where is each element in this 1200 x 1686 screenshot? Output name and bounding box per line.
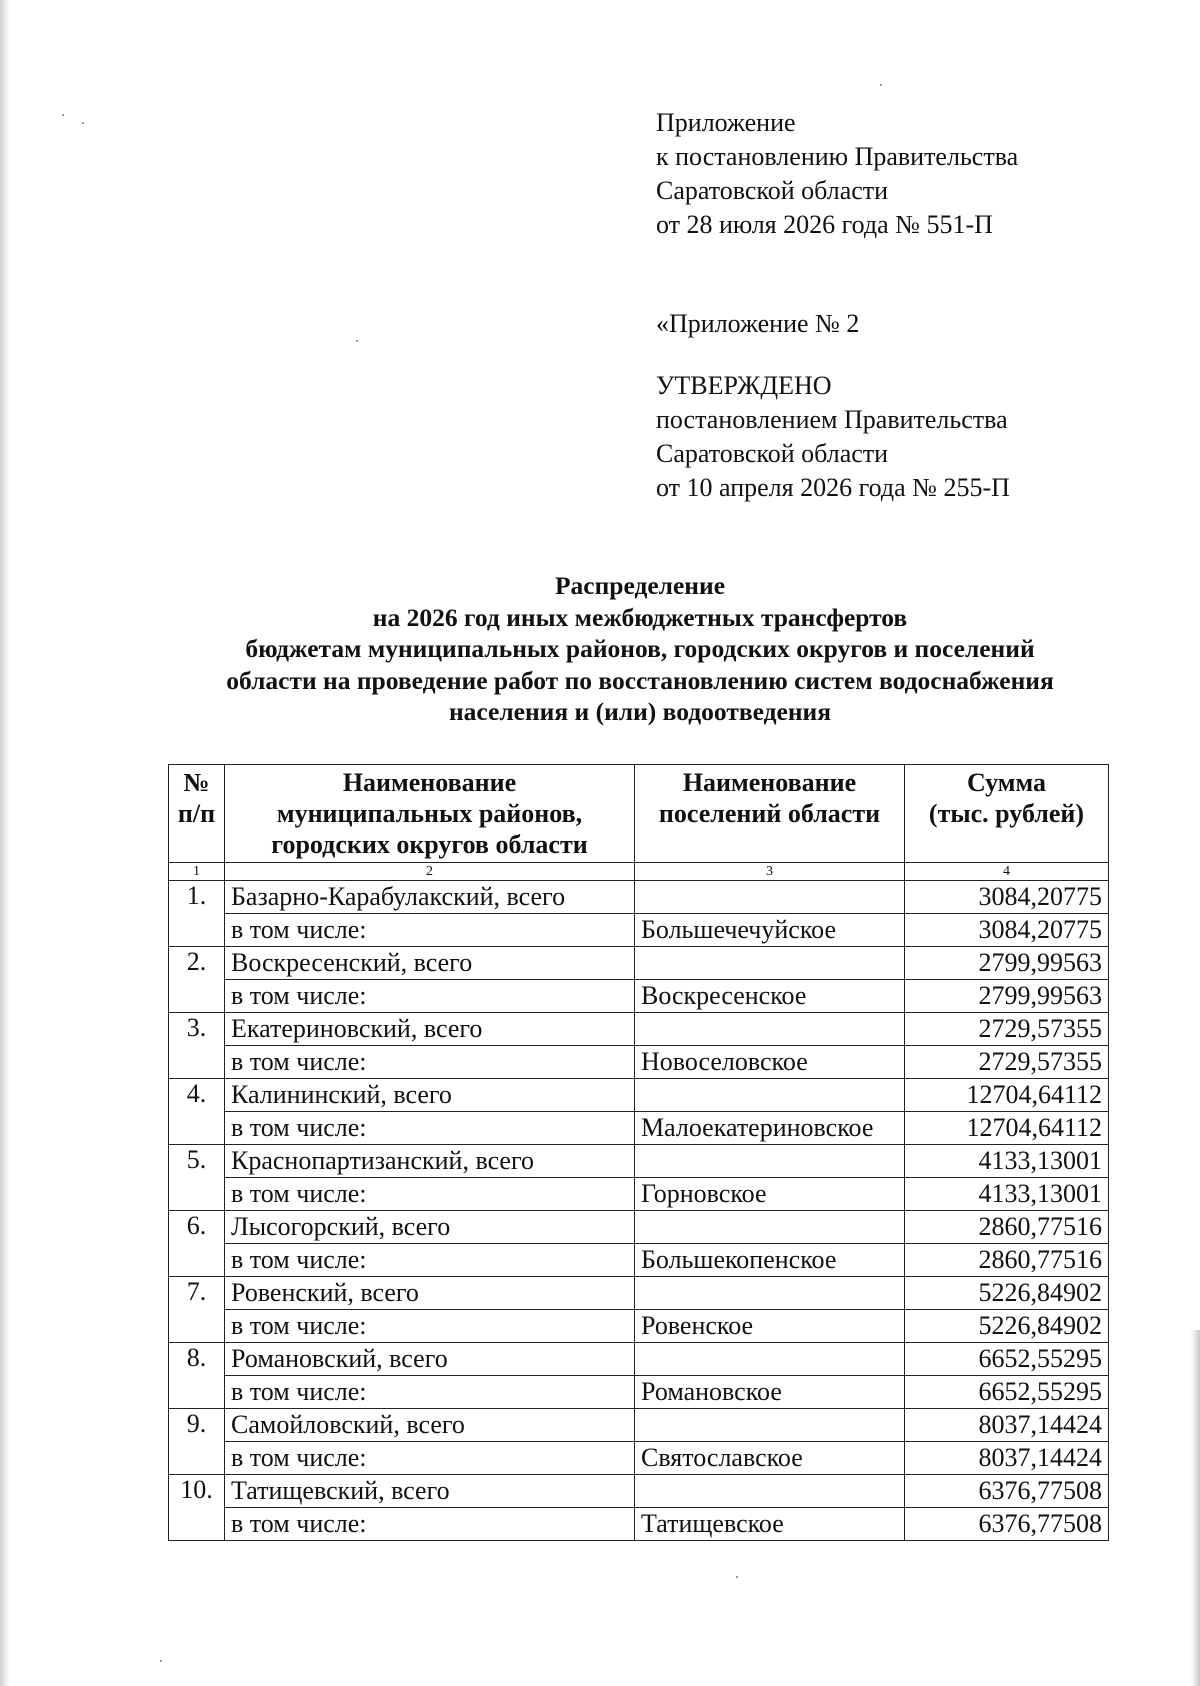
- in-total-label: в том числе:: [225, 1442, 635, 1475]
- in-total-label: в том числе:: [225, 1178, 635, 1211]
- scan-edge-right: [1190, 1330, 1200, 1686]
- row-number: 5.: [169, 1145, 225, 1211]
- settlement-name: Горновское: [635, 1178, 905, 1211]
- settlement-empty: [635, 1277, 905, 1310]
- scan-edge-left: [0, 0, 10, 1686]
- settlement-amount: 4133,13001: [905, 1178, 1109, 1211]
- district-total: 12704,64112: [905, 1079, 1109, 1112]
- table-row: [169, 1145, 1109, 1178]
- approval-line: постановлением Правительства: [656, 405, 1008, 434]
- header-settlement: Наименование поселений области: [635, 765, 905, 863]
- in-total-label: в том числе:: [225, 1046, 635, 1079]
- settlement-empty: [635, 1211, 905, 1244]
- in-total-label: в том числе:: [225, 1244, 635, 1277]
- table-row: [169, 1442, 1109, 1475]
- in-total-label: в том числе:: [225, 1310, 635, 1343]
- header-amount: Сумма (тыс. рублей): [905, 765, 1109, 863]
- district-total: 5226,84902: [905, 1277, 1109, 1310]
- district-total: 2799,99563: [905, 947, 1109, 980]
- settlement-empty: [635, 1475, 905, 1508]
- district-total: 6652,55295: [905, 1343, 1109, 1376]
- settlement-amount: 2860,77516: [905, 1244, 1109, 1277]
- settlement-amount: 3084,20775: [905, 914, 1109, 947]
- district-name: Ровенский, всего: [225, 1277, 635, 1310]
- district-name: Екатериновский, всего: [225, 1013, 635, 1046]
- row-number: 9.: [169, 1409, 225, 1475]
- settlement-name: Ровенское: [635, 1310, 905, 1343]
- table-header-row: [169, 765, 1109, 863]
- appendix-header: [656, 106, 1018, 242]
- district-total: 2729,57355: [905, 1013, 1109, 1046]
- table-row: [169, 881, 1109, 914]
- table-row: [169, 1046, 1109, 1079]
- title-line: населения и (или) водоотведения: [448, 697, 832, 726]
- settlement-empty: [635, 947, 905, 980]
- settlement-empty: [635, 881, 905, 914]
- appendix-number: «Приложение № 2: [656, 309, 860, 338]
- in-total-label: в том числе:: [225, 914, 635, 947]
- table-row: [169, 1376, 1109, 1409]
- column-number: 3: [635, 863, 905, 881]
- title-line: области на проведение работ по восстановлению систем водоснабжения: [226, 665, 1054, 695]
- table-row: [169, 1244, 1109, 1277]
- scan-speck: [880, 84, 882, 86]
- district-name: Романовский, всего: [225, 1343, 635, 1376]
- document-title: [140, 570, 1140, 728]
- table-row: [169, 1508, 1109, 1541]
- header-line: Саратовской области: [656, 176, 889, 205]
- table-body: [169, 881, 1109, 1541]
- settlement-name: Новоселовское: [635, 1046, 905, 1079]
- header-district: Наименование муниципальных районов, городских округов области: [225, 765, 635, 863]
- header-line: от 28 июля 2026 года № 551-П: [656, 210, 993, 239]
- settlement-amount: 8037,14424: [905, 1442, 1109, 1475]
- settlement-amount: 6652,55295: [905, 1376, 1109, 1409]
- settlement-empty: [635, 1343, 905, 1376]
- table-row: [169, 1211, 1109, 1244]
- table-row: [169, 980, 1109, 1013]
- settlement-name: Большечечуйское: [635, 914, 905, 947]
- settlement-amount: 5226,84902: [905, 1310, 1109, 1343]
- district-name: Базарно-Карабулакский, всего: [225, 881, 635, 914]
- settlement-amount: 6376,77508: [905, 1508, 1109, 1541]
- distribution-table: [168, 764, 1109, 1541]
- header-number: № п/п: [169, 765, 225, 863]
- table-row: [169, 1277, 1109, 1310]
- column-number: 2: [225, 863, 635, 881]
- title-line: бюджетам муниципальных районов, городских округов и поселений: [245, 634, 1035, 663]
- settlement-empty: [635, 1079, 905, 1112]
- row-number: 6.: [169, 1211, 225, 1277]
- settlement-name: Воскресенское: [635, 980, 905, 1013]
- district-total: 2860,77516: [905, 1211, 1109, 1244]
- header-line: Приложение: [656, 108, 796, 137]
- column-number: 4: [905, 863, 1109, 881]
- settlement-amount: 12704,64112: [905, 1112, 1109, 1145]
- district-name: Краснопартизанский, всего: [225, 1145, 635, 1178]
- scan-speck: [356, 340, 358, 342]
- row-number: 7.: [169, 1277, 225, 1343]
- table-row: [169, 947, 1109, 980]
- table-row: [169, 914, 1109, 947]
- district-name: Лысогорский, всего: [225, 1211, 635, 1244]
- settlement-name: Татищевское: [635, 1508, 905, 1541]
- settlement-name: Святославское: [635, 1442, 905, 1475]
- row-number: 2.: [169, 947, 225, 1013]
- table-row: [169, 1310, 1109, 1343]
- in-total-label: в том числе:: [225, 1112, 635, 1145]
- scan-speck: [82, 122, 84, 124]
- title-line: на 2026 год иных межбюджетных трансфертов: [372, 602, 908, 632]
- settlement-name: Малоекатериновское: [635, 1112, 905, 1145]
- district-name: Самойловский, всего: [225, 1409, 635, 1442]
- district-total: 8037,14424: [905, 1409, 1109, 1442]
- approval-block: [656, 307, 1010, 505]
- district-name: Калининский, всего: [225, 1079, 635, 1112]
- table-row: [169, 1409, 1109, 1442]
- table-row: [169, 1013, 1109, 1046]
- approval-line: от 10 апреля 2026 года № 255-П: [656, 473, 1010, 502]
- table-row: [169, 1112, 1109, 1145]
- settlement-name: Большекопенское: [635, 1244, 905, 1277]
- settlement-name: Романовское: [635, 1376, 905, 1409]
- table-row: [169, 1475, 1109, 1508]
- in-total-label: в том числе:: [225, 1508, 635, 1541]
- title-line: Распределение: [554, 571, 726, 600]
- scan-speck: [736, 1576, 738, 1578]
- row-number: 10.: [169, 1475, 225, 1541]
- scan-speck: [62, 114, 64, 116]
- district-name: Воскресенский, всего: [225, 947, 635, 980]
- approval-line: УТВЕРЖДЕНО: [656, 371, 832, 400]
- settlement-amount: 2799,99563: [905, 980, 1109, 1013]
- settlement-amount: 2729,57355: [905, 1046, 1109, 1079]
- in-total-label: в том числе:: [225, 1376, 635, 1409]
- in-total-label: в том числе:: [225, 980, 635, 1013]
- district-total: 3084,20775: [905, 881, 1109, 914]
- row-number: 1.: [169, 881, 225, 947]
- header-line: к постановлению Правительства: [656, 142, 1019, 171]
- district-total: 4133,13001: [905, 1145, 1109, 1178]
- table-row: [169, 1343, 1109, 1376]
- scan-speck: [160, 1660, 162, 1662]
- row-number: 8.: [169, 1343, 225, 1409]
- settlement-empty: [635, 1013, 905, 1046]
- district-total: 6376,77508: [905, 1475, 1109, 1508]
- column-number: 1: [169, 863, 225, 881]
- table-row: [169, 1178, 1109, 1211]
- row-number: 4.: [169, 1079, 225, 1145]
- table-row: [169, 1079, 1109, 1112]
- approval-line: Саратовской области: [656, 439, 889, 468]
- settlement-empty: [635, 1145, 905, 1178]
- district-name: Татищевский, всего: [225, 1475, 635, 1508]
- row-number: 3.: [169, 1013, 225, 1079]
- column-numbers-row: [169, 863, 1109, 881]
- settlement-empty: [635, 1409, 905, 1442]
